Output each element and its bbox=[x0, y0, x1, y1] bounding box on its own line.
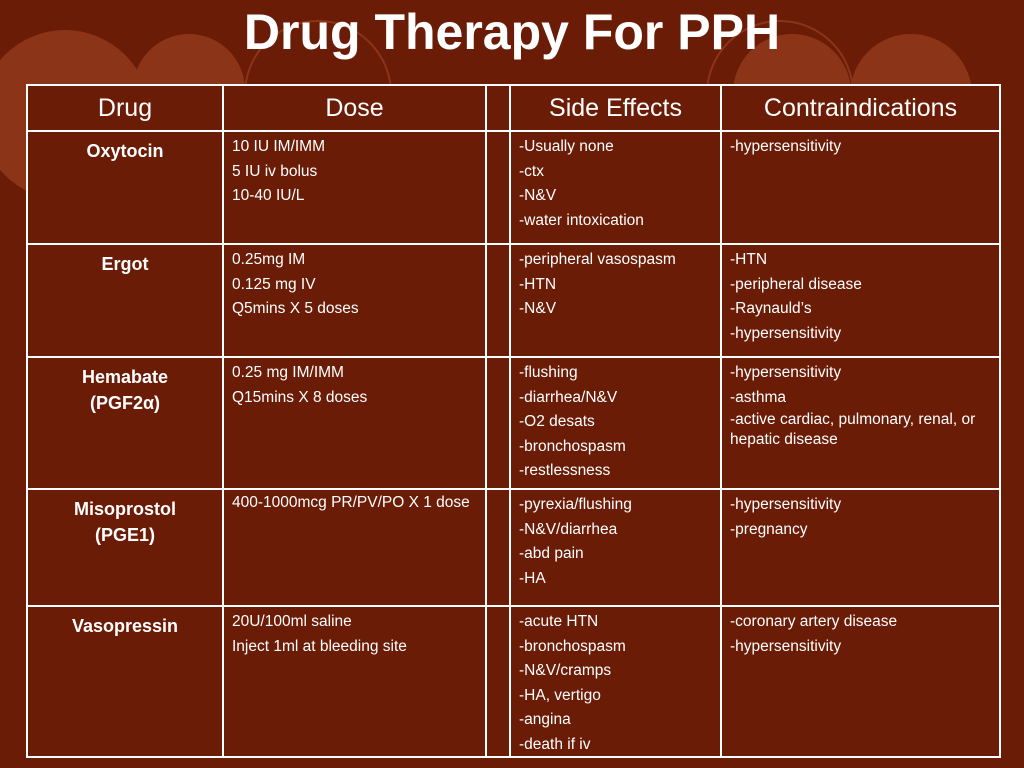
contraindication-item: -asthma bbox=[730, 388, 786, 406]
header-drug: Drug bbox=[97, 94, 153, 122]
drug-abbreviation: (PGF2α) bbox=[89, 393, 161, 413]
dose-line: Q5mins X 5 doses bbox=[232, 300, 359, 318]
contraindication-item: -hypersensitivity bbox=[730, 324, 842, 342]
dose-line: Inject 1ml at bleeding site bbox=[232, 637, 407, 655]
drug-therapy-table bbox=[26, 84, 1001, 758]
contraindications-cell bbox=[722, 132, 999, 243]
header-row bbox=[28, 86, 999, 130]
side-effect-item: -death if iv bbox=[519, 735, 591, 753]
side-effect-item: -angina bbox=[519, 711, 571, 729]
drug-name: Ergot bbox=[101, 254, 149, 274]
side-effect-item: -Usually none bbox=[519, 138, 614, 155]
side-effect-item: -pyrexia/flushing bbox=[519, 496, 632, 513]
drug-name-cell bbox=[28, 245, 222, 356]
table-row bbox=[28, 245, 999, 356]
drug-name: Misoprostol bbox=[74, 499, 176, 519]
contraindication-item: -hypersensitivity bbox=[730, 138, 842, 155]
side-effect-item: -restlessness bbox=[519, 462, 611, 480]
drug-name-cell bbox=[28, 607, 222, 756]
dose-cell bbox=[224, 607, 485, 756]
contraindications-cell bbox=[722, 607, 999, 756]
dose-line: 20U/100ml saline bbox=[232, 613, 352, 630]
dose-line: 0.25 mg IM/IMM bbox=[232, 364, 344, 381]
side-effect-item: -peripheral vasospasm bbox=[519, 251, 676, 268]
side-effect-item: -N&V bbox=[519, 187, 557, 205]
drug-name: Oxytocin bbox=[86, 141, 164, 161]
page-title: Drug Therapy For PPH bbox=[243, 4, 781, 60]
dose-line: 400-1000mcg PR/PV/PO X 1 dose bbox=[232, 494, 470, 511]
drug-name-cell bbox=[28, 132, 222, 243]
side-effect-item: -water intoxication bbox=[519, 211, 644, 229]
contraindication-item: -active cardiac, pulmonary, renal, or hepatic disease bbox=[730, 411, 976, 449]
dose-line: 10 IU IM/IMM bbox=[232, 138, 326, 155]
side-effect-item: -HA bbox=[519, 569, 546, 587]
contraindication-item: -Raynauld’s bbox=[730, 300, 812, 318]
contraindications-cell bbox=[722, 245, 999, 356]
table-row bbox=[28, 490, 999, 605]
contraindications-cell bbox=[722, 358, 999, 488]
dose-line: 5 IU iv bolus bbox=[232, 162, 318, 180]
dose-cell bbox=[224, 490, 485, 605]
side-effect-item: -N&V/diarrhea bbox=[519, 520, 618, 538]
side-effect-item: -bronchospasm bbox=[519, 637, 626, 655]
side-effect-item: -HA, vertigo bbox=[519, 686, 601, 704]
side-effect-item: -N&V/cramps bbox=[519, 662, 612, 680]
drug-name-cell bbox=[28, 490, 222, 605]
side-effect-item: -diarrhea/N&V bbox=[519, 388, 618, 406]
contraindication-item: -hypersensitivity bbox=[730, 364, 842, 381]
header-contraindications: Contraindications bbox=[763, 94, 958, 122]
side-effect-item: -HTN bbox=[519, 275, 557, 293]
contraindications-cell bbox=[722, 490, 999, 605]
side-effect-item: -ctx bbox=[519, 162, 544, 180]
contraindication-item: -pregnancy bbox=[730, 520, 808, 538]
side-effect-item: -abd pain bbox=[519, 545, 584, 563]
dose-cell bbox=[224, 358, 485, 488]
side-effects-cell bbox=[511, 490, 720, 605]
drug-name: Vasopressin bbox=[71, 616, 179, 636]
contraindication-item: -hypersensitivity bbox=[730, 496, 842, 513]
dose-line: 10-40 IU/L bbox=[232, 187, 305, 205]
side-effects-cell bbox=[511, 607, 720, 756]
drug-name-cell bbox=[28, 358, 222, 488]
side-effect-item: -flushing bbox=[519, 364, 578, 381]
dose-line: 0.25mg IM bbox=[232, 251, 306, 268]
dose-cell bbox=[224, 245, 485, 356]
dose-line: 0.125 mg IV bbox=[232, 275, 316, 293]
table-row bbox=[28, 358, 999, 488]
table-row bbox=[28, 607, 999, 756]
contraindication-item: -hypersensitivity bbox=[730, 637, 842, 655]
side-effects-cell bbox=[511, 245, 720, 356]
header-side-effects: Side Effects bbox=[549, 94, 682, 122]
side-effect-item: -acute HTN bbox=[519, 613, 599, 630]
drug-abbreviation: (PGE1) bbox=[94, 525, 155, 545]
contraindication-item: -peripheral disease bbox=[730, 275, 862, 293]
side-effects-cell bbox=[511, 358, 720, 488]
contraindication-item: -coronary artery disease bbox=[730, 613, 898, 630]
side-effects-cell bbox=[511, 132, 720, 243]
drug-name: Hemabate bbox=[81, 367, 169, 387]
header-dose: Dose bbox=[325, 94, 384, 122]
side-effect-item: -O2 desats bbox=[519, 413, 595, 431]
side-effect-item: -bronchospasm bbox=[519, 437, 626, 455]
table-row bbox=[28, 132, 999, 243]
dose-line: Q15mins X 8 doses bbox=[232, 388, 368, 406]
contraindication-item: -HTN bbox=[730, 251, 768, 268]
dose-cell bbox=[224, 132, 485, 243]
side-effect-item: -N&V bbox=[519, 300, 557, 318]
